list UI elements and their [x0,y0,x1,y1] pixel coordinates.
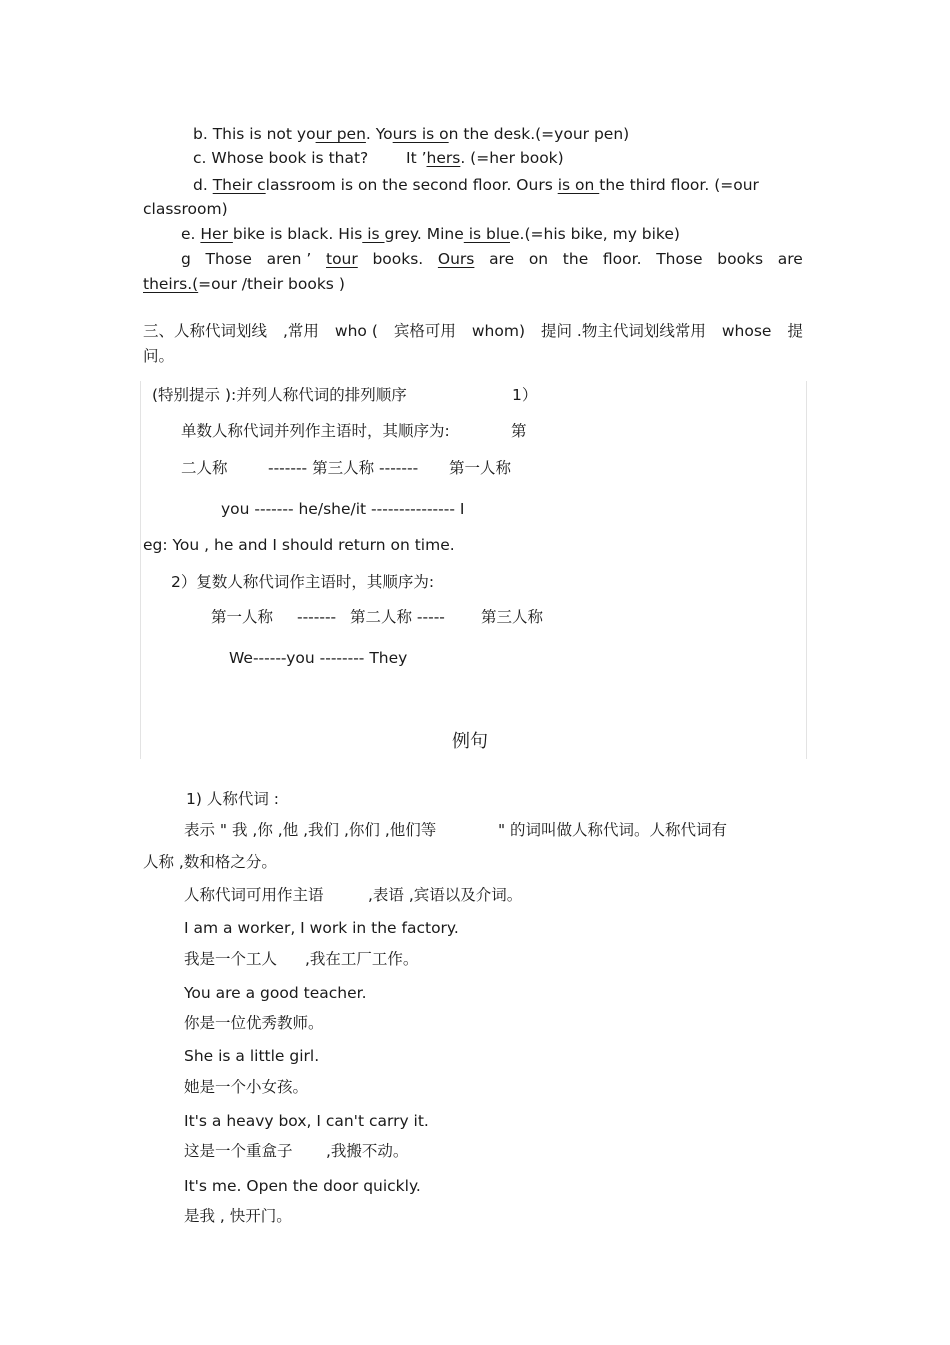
word: books [717,250,764,268]
word: Ours [437,250,475,268]
text: ,常用 [283,322,319,340]
word: are [777,250,803,268]
text: grey. Mine [384,225,464,243]
tip-order1-a: 二人称 [181,459,228,477]
tip-order2-b: ------- [297,608,337,626]
tip-num1: 1） [512,386,538,404]
sentence-5-en: It's me. Open the door quickly. [184,1177,421,1195]
sentence-4-en: It's a heavy box, I can't carry it. [184,1112,429,1130]
underlined-text: is on [557,176,600,194]
personal-def2: 人称 ,数和格之分。 [143,853,277,871]
text: 三、人称代词划线 [143,322,268,340]
word: Those [656,250,703,268]
underlined-text: theirs.( [143,275,199,293]
underlined-text: is [362,225,385,243]
text: 提 [787,322,803,340]
text: b. This is not yo [193,125,316,143]
tip-singular-b: 第 [511,422,527,440]
tip-order2-en: We------you -------- They [229,649,408,667]
underlined-text: urs is o [392,125,449,143]
tip-order1-b: ------- 第三人称 ------- [268,459,419,477]
word: g [181,250,191,268]
text: . (=her book) [460,149,564,167]
text: d. [193,176,213,194]
text: e. [181,225,201,243]
examples-heading: 例句 [452,731,488,752]
underlined-text: Her [200,225,233,243]
section-3-line1 [143,321,803,341]
tip-order2-c: 第二人称 ----- [350,608,445,626]
example-d-cont: classroom) [143,200,228,218]
tip-order2-a: 第一人称 [211,608,274,626]
example-g-cont [143,274,345,294]
tip-eg: eg: You , he and I should return on time. [143,536,455,554]
personal-use-b: ,表语 ,宾语以及介词。 [368,886,523,904]
word: tour [326,250,358,268]
sentence-1-zh-b: ,我在工厂工作。 [305,950,419,968]
text: whose [721,322,772,340]
personal-use-a: 人称代词可用作主语 [184,886,324,904]
tip-title: (特别提示 ):并列人称代词的排列顺序 [152,386,407,404]
word: Those [205,250,252,268]
text: the third floor. (=our [599,176,759,194]
personal-def1-b: " 的词叫做人称代词。人称代词有 [498,821,728,839]
example-e [181,224,680,244]
example-b [193,124,629,144]
personal-def1-a: 表示 " 我 ,你 ,他 ,我们 ,你们 ,他们等 [184,821,437,839]
sentence-3-en: She is a little girl. [184,1047,320,1065]
example-d [193,175,759,195]
example-c-answer [406,148,564,168]
word: floor. [602,250,642,268]
tip-order1-en: you ------- he/she/it --------------- I [221,500,465,518]
tip-singular: 单数人称代词并列作主语时，其顺序为: [181,422,450,440]
underlined-text: hers [426,149,461,167]
text: bike is black. His [232,225,363,243]
word: aren ’ [266,250,312,268]
sentence-4-zh-a: 这是一个重盒子 [184,1142,293,1160]
word: on [528,250,549,268]
text: 提问 .物主代词划线常用 [541,322,706,340]
sentence-2-en: You are a good teacher. [184,984,367,1002]
sentence-5-zh: 是我 , 快开门。 [184,1207,292,1225]
example-g [181,249,803,269]
underlined-text: ur pen [315,125,366,143]
text: =our /their books ) [198,275,345,293]
text: It ’ [406,149,427,167]
tip-order1-c: 第一人称 [449,459,512,477]
text: who ( [334,322,378,340]
underlined-text: is blu [463,225,510,243]
sentence-1-zh-a: 我是一个工人 [184,950,278,968]
text: 宾格可用 [393,322,456,340]
text: lassroom is on the second floor. Ours [265,176,558,194]
text: whom) [471,322,526,340]
word: books. [372,250,424,268]
word: the [562,250,589,268]
section-3-line2: 问。 [143,347,175,365]
sentence-2-zh: 你是一位优秀教师。 [184,1014,324,1032]
personal-heading: 1) 人称代词 : [186,790,279,808]
text: . Yo [365,125,393,143]
underlined-text: Their c [212,176,266,194]
sentence-3-zh: 她是一个小女孩。 [184,1078,309,1096]
sentence-4-zh-b: ,我搬不动。 [326,1142,409,1160]
example-c [193,148,368,168]
tip-order2-d: 第三人称 [481,608,544,626]
word: are [489,250,515,268]
sentence-1-en: I am a worker, I work in the factory. [184,919,459,937]
text: e.(=his bike, my bike) [510,225,680,243]
text: n the desk.(=your pen) [448,125,630,143]
text: c. Whose book is that? [193,149,369,167]
tip-plural: 2）复数人称代词作主语时，其顺序为: [171,573,435,591]
